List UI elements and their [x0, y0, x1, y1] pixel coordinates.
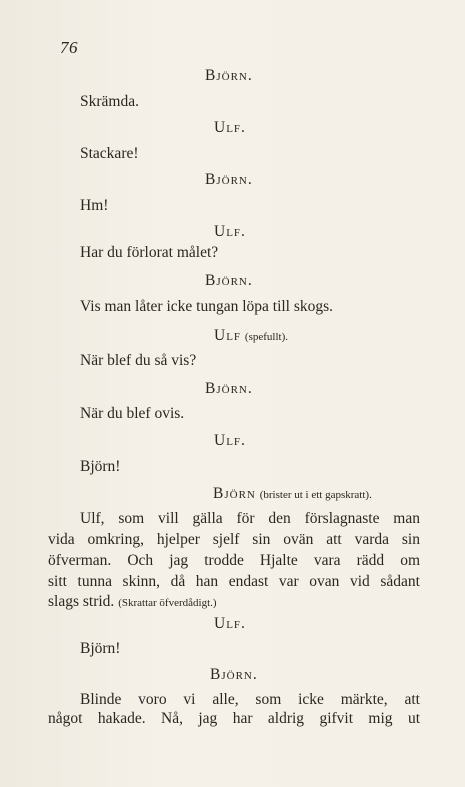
dialogue-line: Björn!: [80, 458, 121, 475]
dialogue-line: Vis man låter icke tungan löpa till skogs.: [80, 298, 334, 315]
stage-direction: (brister ut i ett gapskratt).: [259, 489, 372, 501]
paragraph-line: Blinde voro vi alle, som icke märkte, att: [80, 691, 420, 708]
stage-direction: (Skrattar öfverdådigt.): [118, 597, 217, 609]
dialogue-line: När du blef ovis.: [80, 405, 185, 422]
paragraph-line: något hakade. Nå, jag har aldrig gifvit mig ut: [48, 710, 420, 727]
speaker-bjorn-with-direction: [213, 484, 372, 505]
stage-direction: (spefullt).: [244, 331, 288, 343]
speaker-bjorn: Björn.: [210, 666, 258, 683]
page-number: 76: [60, 38, 78, 57]
dialogue-line: Hm!: [80, 197, 109, 214]
speaker-ulf: Ulf.: [214, 119, 246, 136]
speaker-bjorn: Björn.: [205, 272, 253, 289]
dialogue-line: Har du förlorat målet?: [80, 244, 219, 261]
dialogue-line: Stackare!: [80, 145, 139, 162]
paragraph-text: slags strid.: [48, 593, 115, 610]
dialogue-line: Skrämda.: [80, 93, 139, 110]
speaker-ulf-with-direction: [214, 326, 288, 347]
speaker-ulf: Ulf.: [214, 432, 246, 449]
speaker-bjorn: Björn.: [205, 67, 253, 84]
paragraph-line: sitt tunna skinn, då han endast var ovan vid sådant: [48, 573, 420, 590]
paragraph-line-with-direction: [48, 592, 217, 613]
speaker-name: Björn: [213, 485, 256, 502]
speaker-ulf: Ulf.: [214, 615, 246, 632]
paragraph-line: vida omkring, hjelper sjelf sin ovän att varda sin: [48, 531, 420, 548]
speaker-bjorn: Björn.: [205, 171, 253, 188]
speaker-name: Ulf: [214, 327, 242, 344]
dialogue-line: Björn!: [80, 640, 121, 657]
dialogue-line: När blef du så vis?: [80, 352, 197, 369]
paragraph-line: Ulf, som vill gälla för den förslagnaste man: [80, 510, 420, 527]
paragraph-line: öfverman. Och jag trodde Hjalte vara rädd om: [48, 552, 420, 569]
speaker-ulf: Ulf.: [214, 223, 246, 240]
speaker-bjorn: Björn.: [205, 380, 253, 397]
